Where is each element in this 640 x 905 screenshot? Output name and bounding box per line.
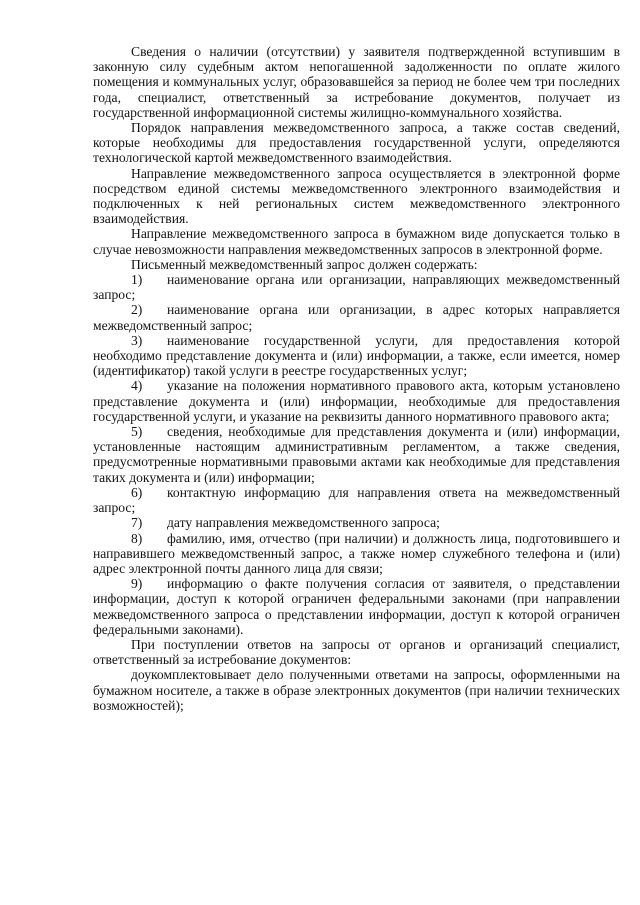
list-item-text: сведения, необходимые для представления документа и (или) информации, установленные настоящим административным регламентом, а также сведения, предусмотренные нормативными правовыми актами как необходимые для представления таких документа и (или) информации; <box>93 424 620 485</box>
list-item <box>93 515 620 530</box>
list-item <box>93 531 620 577</box>
list-item-number: 3) <box>131 332 143 348</box>
list-item-number: 4) <box>131 378 143 394</box>
paragraph: Письменный межведомственный запрос должен содержать: <box>131 256 478 272</box>
list-item-text: наименование органа или организации, в адрес которых направляется межведомственный запрос; <box>93 302 620 333</box>
list-item-text: дату направления межведомственного запроса; <box>167 515 440 531</box>
list-item-number: 9) <box>131 576 143 592</box>
list-item-text: указание на положения нормативного правового акта, которым установлено представление документа и (или) информации, необходимые для предоставления государственной услуги, и указание на реквизиты данного нормативного правового акта; <box>93 378 620 424</box>
list-item-text: фамилию, имя, отчество (при наличии) и должность лица, подготовившего и направившего межведомственный запрос, а также номер служебного телефона и (или) адрес электронной почты данного лица для связи; <box>93 530 620 576</box>
paragraph: Сведения о наличии (отсутствии) у заявителя подтвержденной вступившим в законную силу судебным актом непогашенной задолженности по оплате жилого помещения и коммунальных услуг, образовавшейся за период не более чем три последних года, специалист, ответственный за истребование документов, получает из государственной информационной системы жилищно-коммунального хозяйства. <box>93 44 620 120</box>
list-item <box>93 333 620 379</box>
list-item <box>93 424 620 485</box>
list-item-number: 6) <box>131 484 143 500</box>
list-item-number: 7) <box>131 515 143 531</box>
list-item <box>93 485 620 515</box>
list-item-text: контактную информацию для направления ответа на межведомственный запрос; <box>93 484 620 516</box>
list-item-number: 2) <box>131 302 143 318</box>
list-item-text: наименование органа или организации, направляющих межведомственный запрос; <box>93 272 620 303</box>
list-item <box>93 302 620 332</box>
paragraph: Порядок направления межведомственного запроса, а также состав сведений, которые необходимы для предоставления государственной услуги, определяются технологической картой межведомственного взаимодействия. <box>93 120 620 166</box>
paragraph: При поступлении ответов на запросы от органов и организаций специалист, ответственный за истребование документов: <box>93 636 620 668</box>
list-item-number: 1) <box>131 272 143 288</box>
list-item-number: 8) <box>131 530 143 546</box>
list-item-number: 5) <box>131 424 143 440</box>
list-item-text: наименование государственной услуги, для предоставления которой необходимо представление документа и (или) информации, а также, если имеется, номер (идентификатор) такой услуги в реестре государственных услуг; <box>93 332 620 379</box>
list-item-text: информацию о факте получения согласия от заявителя, о представлении информации, доступ к которой ограничен федеральными законами (при направлении межведомственного запроса о представлении информации, доступ к которой ограничен федеральными законами). <box>93 576 620 637</box>
paragraph: Направление межведомственного запроса в бумажном виде допускается только в случае невозможности направления межведомственных запросов в электронной форме. <box>93 226 620 257</box>
paragraph: Направление межведомственного запроса осуществляется в электронной форме посредством единой системы межведомственного электронного взаимодействия и подключенных к ней региональных систем межведомственного электронного взаимодействия. <box>93 165 620 227</box>
document-body <box>93 44 620 713</box>
list-item <box>93 378 620 424</box>
list-item <box>93 272 620 302</box>
list-item <box>93 576 620 637</box>
paragraph: доукомплектовывает дело полученными ответами на запросы, оформленными на бумажном носителе, а также в образе электронных документов (при наличии технических возможностей); <box>93 667 620 713</box>
